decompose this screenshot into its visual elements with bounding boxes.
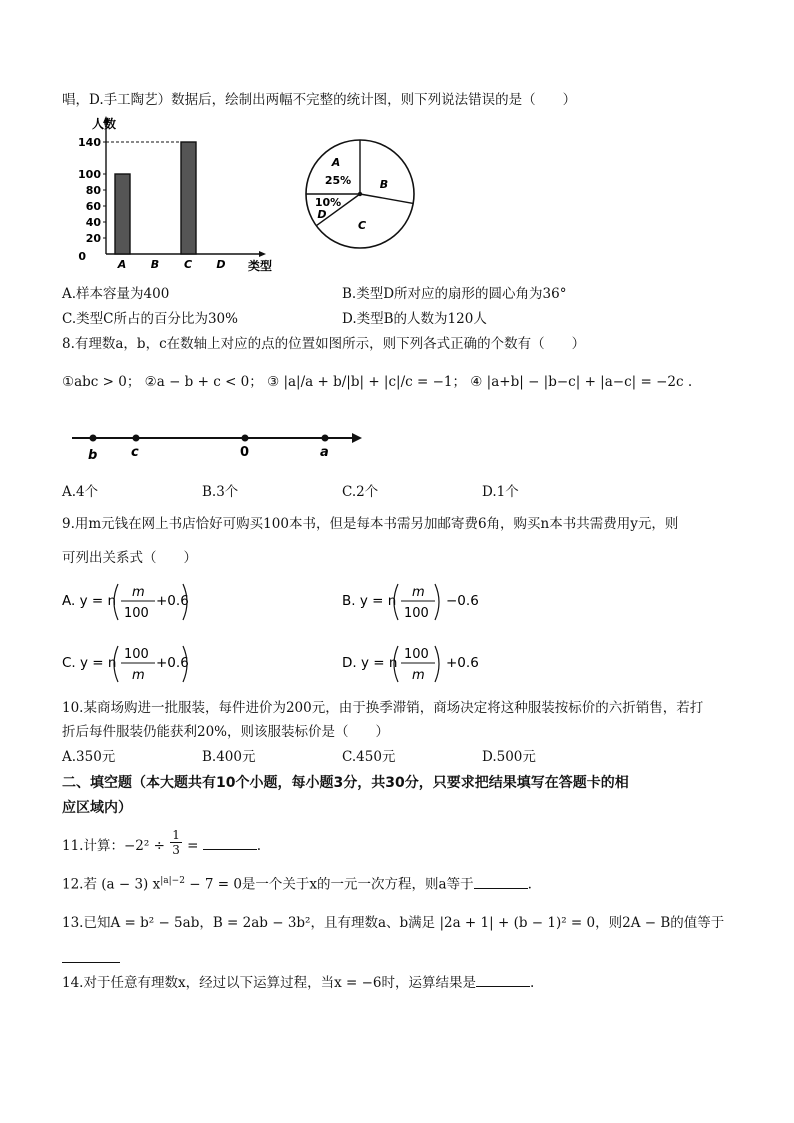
section-heading-line2: 应区域内） [62,800,132,816]
q8-option-d[interactable]: D.1个 [482,484,519,500]
q10-line2: 折后每件服装仍能获利20%，则该服装标价是（ ） [62,724,390,740]
svg-text:−0.6: −0.6 [446,593,479,609]
pie-value-a: 25% [324,174,352,187]
q9-option-a[interactable] [62,580,212,624]
y-tick-label: 40 [85,216,101,229]
q7-option-d[interactable]: D.类型B的人数为120人 [342,311,487,327]
svg-text:A. y = n: A. y = n [62,593,117,609]
label-zero: 0 [240,445,250,460]
q8-option-c[interactable]: C.2个 [342,484,379,500]
svg-text:+0.6: +0.6 [156,593,189,609]
q7-stem-tail: 唱，D.手工陶艺）数据后，绘制出两幅不完整的统计图，则下列说法错误的是（ ） [62,92,577,108]
pie-label-b: B [379,178,389,191]
q8-item-1: ①abc > 0； [62,374,141,390]
bar-chart [70,114,290,274]
point-a [322,435,329,442]
point-c [133,435,140,442]
label-b: b [88,448,98,463]
q9-option-c[interactable] [62,642,212,686]
svg-text:D. y = n: D. y = n [342,655,398,671]
q12: 12.若 (a − 3) $x^{|a|-2} - 7 = 0$是一个关于x的一元一次方程，则a等于 . [62,876,532,893]
svg-text:B. y = n: B. y = n [342,593,397,609]
svg-text:m: m [132,668,145,683]
q10-option-a[interactable]: A.350元 [62,749,116,765]
svg-text:100: 100 [404,647,429,662]
point-zero [242,435,249,442]
q8-items [62,373,692,391]
svg-text:C. y = n: C. y = n [62,655,117,671]
x-tick-label-b: B [150,258,160,271]
q10-option-b[interactable]: B.400元 [202,749,256,765]
q7-option-c[interactable]: C.类型C所占的百分比为30% [62,311,238,327]
q8-option-b[interactable]: B.3个 [202,484,239,500]
x-tick-label-d: D [216,258,226,271]
bar-c [181,142,196,254]
svg-text:m: m [412,668,425,683]
y-tick-label: 0 [78,250,86,263]
svg-text:+0.6: +0.6 [156,655,189,671]
pie-value-d: 10% [314,196,342,209]
y-tick-label: 100 [78,168,101,181]
q12-answer-blank[interactable] [474,876,528,889]
q13-answer-blank[interactable] [62,962,120,963]
q8-option-a[interactable]: A.4个 [62,484,99,500]
section-heading-line1: 二、填空题（本大题共有10个小题，每小题3分，共30分，只要求把结果填写在答题卡的相 [62,775,629,791]
label-a: a [320,445,329,460]
pie-label-a: A [331,156,341,169]
bar-a [115,174,130,254]
q8-item-3: ③ |a|/a + b/|b| + |c|/c = −1； [267,374,466,390]
y-tick-label: 80 [85,184,101,197]
x-axis-arrow [259,251,266,257]
x-axis-label: 类型 [248,259,273,273]
q9-option-d[interactable] [342,642,492,686]
q9-line1: 9.用m元钱在网上书店恰好可购买100本书，但是每本书需另加邮寄费6角，购买n本书共需费用y元，则 [62,516,679,532]
q8-item-2: ②a − b + c < 0； [144,374,263,390]
pie-label-c: C [357,219,367,232]
q14-answer-blank[interactable] [476,974,530,987]
x-tick-label-c: C [183,258,193,271]
svg-text:100: 100 [404,606,429,621]
label-c: c [131,445,139,460]
q9-line2: 可列出关系式（ ） [62,550,197,566]
q7-option-b[interactable]: B.类型D所对应的扇形的圆心角为36° [342,286,567,302]
svg-text:+0.6: +0.6 [446,655,479,671]
x-tick-label-a: A [117,258,127,271]
pie-center [358,192,362,196]
q14: 14.对于任意有理数x，经过以下运算过程，当x = −6时，运算结果是 . [62,975,535,991]
svg-text:100: 100 [124,647,149,662]
pie-label-d: D [317,208,327,221]
q11-answer-blank[interactable] [203,837,257,850]
svg-text:m: m [412,585,425,600]
q8-item-4: ④ |a+b| − |b−c| + |a−c| = −2c . [470,374,693,390]
q11: 11.计算：−2² ÷ $\frac{1}{3}$ = . [62,828,262,857]
svg-text:100: 100 [124,606,149,621]
number-line [66,426,366,464]
y-tick-label: 60 [85,200,101,213]
y-tick-label: 140 [78,136,101,149]
pie-chart [298,134,422,258]
point-b [90,435,97,442]
y-axis-label: 人数 [92,117,117,131]
q8-stem: 8.有理数a，b，c在数轴上对应的点的位置如图所示，则下列各式正确的个数有（ ） [62,336,586,352]
y-tick-label: 20 [85,232,101,245]
svg-text:m: m [132,585,145,600]
q10-option-d[interactable]: D.500元 [482,749,536,765]
q7-option-a[interactable]: A.样本容量为400 [62,286,170,302]
q10-line1: 10.某商场购进一批服装，每件进价为200元，由于换季滞销，商场决定将这种服装按标价的六折销售，若打 [62,700,704,716]
q13-line1: 13.已知A = b² − 5ab，B = 2ab − 3b²，且有理数a、b满足 |2a + 1| + (b − 1)² = 0，则2A − B的值等于 [62,915,725,931]
q10-option-c[interactable]: C.450元 [342,749,396,765]
q9-option-b[interactable] [342,580,492,624]
